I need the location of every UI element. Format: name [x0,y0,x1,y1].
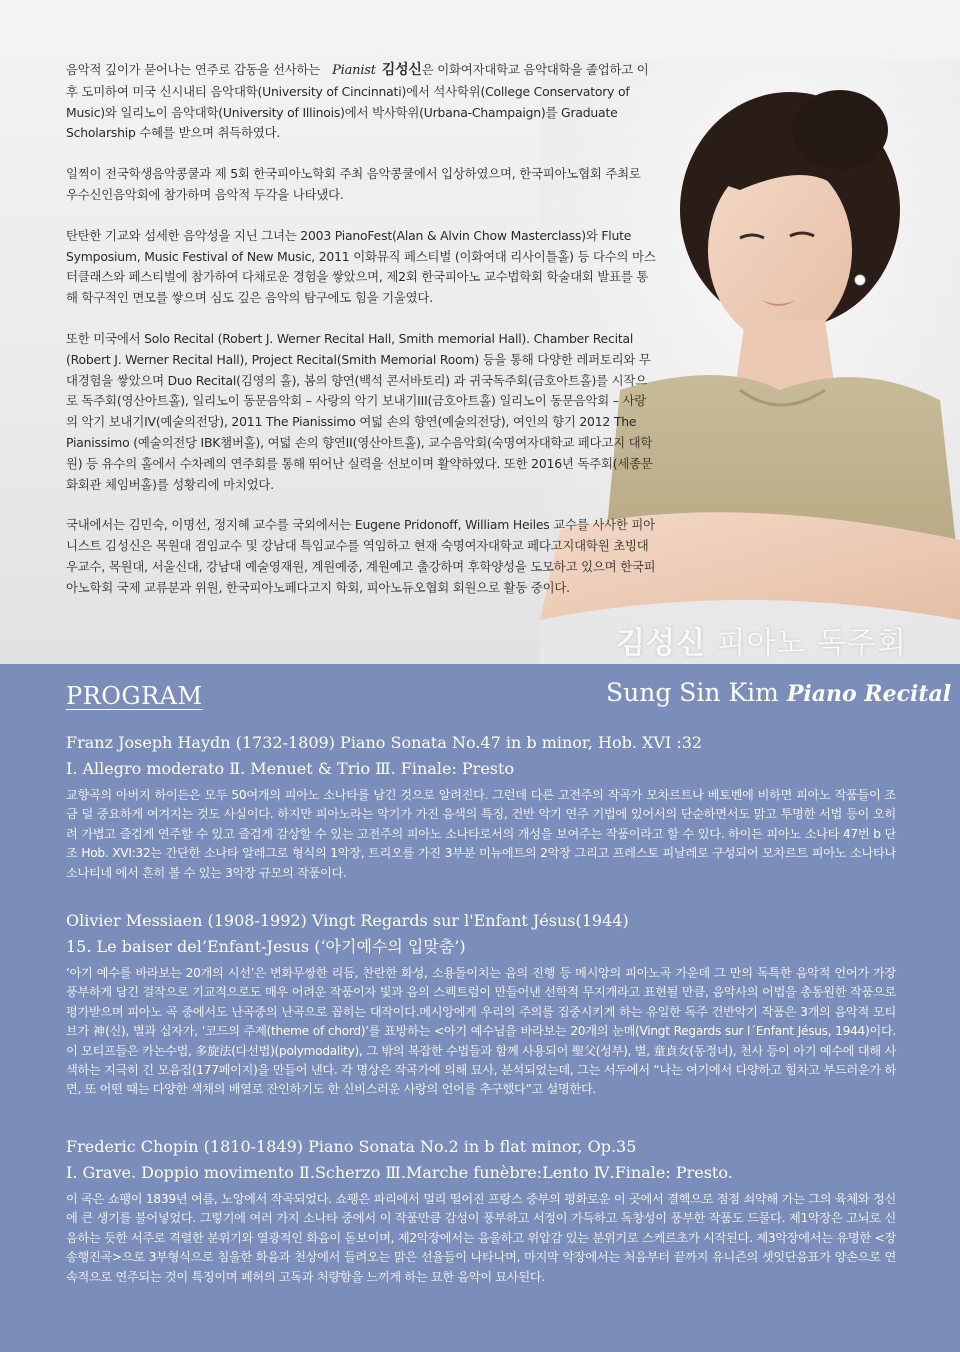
program-piece-chopin [66,1134,896,1287]
bio-paragraph-3: 탄탄한 기교와 섬세한 음악성을 지닌 그녀는 2003 PianoFest(Alan & Alvin Chow Masterclass)와 Flute Symposium, Music Festival of New Music, 2011 이화뮤직 페스티벌 (이화여대 리사이틀홀) 등 다수의 마스터클래스와 페스티벌에 참가하여 다채로운 경험을 쌓았으며, 제2회 한국피아노 교수법학회 학술대회 발표를 통해 학구적인 면모를 쌓으며 심도 깊은 음악의 탐구에도 힘을 기울였다. [66,227,656,306]
recital-title-korean [616,618,907,662]
piece-title: Olivier Messiaen (1908-1992) Vingt Regards sur l'Enfant Jésus(1944) [66,911,629,930]
program-piece-haydn [66,730,896,883]
recital-label: Piano Recital [786,681,952,707]
pianist-label: Pianist [332,63,376,78]
program-section [0,664,960,1352]
program-heading: PROGRAM [66,682,203,710]
recital-performer: Sung Sin Kim [606,678,779,707]
bio-paragraph-1 [66,60,656,144]
bio-intro-after: 은 이화여자대학교 음악대학을 졸업하고 이후 도미하여 미국 신시내티 음악대학(University of Cincinnati)에서 석사학위(College Conservatory of Music)와 일리노이 음악대학(University of Illinois)에서 박사학위(Urbana-Champaign)를 Graduate Scholarship 수혜를 받으며 취득하였다. [66,62,649,141]
piece-description: 이 곡은 쇼팽이 1839년 여름, 노앙에서 작곡되었다. 쇼팽은 파리에서 멀리 떨어진 프랑스 중부의 평화로운 이 곳에서 결핵으로 점점 쇠약해 가는 그의 육체와 정신에 큰 생기를 불어넣었다. 그렇기에 여러 가지 소나타 중에서 이 작품만큼 감성이 풍부하고 서정이 가득하고 독창성이 풍부한 작품도 드물다. 제1악장은 고뇌로 신음하는 듯한 서주로 격렬한 분위기와 열광적인 화음이 돋보이며, 제2악장에서는 음울하고 위압감 있는 분위기로 스케르초가 시작된다. 제3악장에서는 유명한 <장송행진곡>으로 3부형식으로 침울한 화음과 천상에서 들려오는 맑은 선율들이 나타나며, 마지막 악장에서는 처음부터 끝까지 유니즌의 셋잇단음표가 양손으로 연속적으로 연주되는 것이 특징이며 폐허의 고독과 처량함을 느끼게 하는 묘한 음악이 묘사된다. [66,1192,896,1284]
pianist-name: 김성신 [381,62,422,78]
piece-movements: 15. Le baiser del’Enfant-Jesus (‘아기예수의 입맞춤’) [66,937,466,956]
recital-title-name: 김성신 [616,626,706,661]
piece-description: 교향곡의 아버지 하이든은 모두 50여개의 피아노 소나타를 남긴 것으로 알려진다. 그런데 다른 고전주의 작곡가 모차르트나 베토벤에 비하면 피아노 작품들이 조금 덜 중요하게 여겨지는 것도 사실이다. 하지만 피아노라는 악기가 가진 음색의 특징, 건반 악기 연주 기법에 있어서의 단순하면서도 맑고 투명한 서법 등이 오히려 가볍고 즐겁게 연주할 수 있고 즐겁게 감상할 수 있는 고전주의 피아노 소나타로서의 개성을 보여주는 작품이라고 할 수 있다. 하이든 피아노 소나타 47번 b 단조 Hob. XVI:32는 간단한 소나타 알레그로 형식의 1악장, 트리오를 가진 3부분 미뉴에트의 2악장 그리고 프레스토 피날레로 구성되어 모차르트 피아노 소나타나 소나티네 에서 흔히 볼 수 있는 3악장 규모의 작품이다. [66,788,896,880]
piece-description: ‘아기 예수를 바라보는 20개의 시선’은 변화무쌍한 리듬, 찬란한 화성, 소용돌이치는 음의 진행 등 메시앙의 피아노곡 가운데 그 만의 독특한 음악적 언어가 가장 풍부하게 담긴 걸작으로 기교적으로도 매우 어려운 작품이자 빛과 음의 스펙트럼이 만들어낸 선학적 무지개라고 표현될 만큼, 음악사의 어법을 총동원한 작품으로 평가받으며 피아노 곡 중에서도 난곡중의 난곡으로 꼽히는 대작이다.메시앙에게 우리의 주의를 집중시키게 하는 유일한 독주 건반악기 작품은 3개의 음악적 모티브가 神(신), 별과 십자가, ‘코드의 주제(theme of chord)’를 표방하는 <아기 예수님을 바라보는 20개의 눈매(Vingt Regards sur l´Enfant Jésus, 1944)이다. 이 모티프들은 카논수법, 多旋法(다선법)(polymodality), 그 밖의 복잡한 수법들과 함께 사용되어 聖父(성부), 별, 童貞女(동정녀), 천사 등이 아기 예수에 대해 사색하는 지극히 긴 모음집(177페이지)을 만들어 낸다. 각 명상은 작곡가에 의해 묘사, 분석되었는데, 그는 서두에서 “나는 여기에서 다양하고 힘차고 부드러운가 하면, 또 어떤 때는 다양한 색채의 배열로 잔인하기도 한 신비스러운 사랑의 언어를 추구했다”고 설명한다. [66,966,896,1097]
piece-title: Franz Joseph Haydn (1732-1809) Piano Sonata No.47 in b minor, Hob. XVI :32 [66,733,703,752]
bio-paragraph-2: 일찍이 전국학생음악콩쿨과 제 5회 한국피아노학회 주최 음악콩쿨에서 입상하였으며, 한국피아노협회 주최로 우수신인음악회에 참가하며 음악적 두각을 나타냈다. [66,166,641,202]
bio-paragraph-4: 또한 미국에서 Solo Recital (Robert J. Werner Recital Hall, Smith memorial Hall). Chamber Recital (Robert J. Werner Recital Hall), Project Recital(Smith Memorial Room) 등을 통해 다양한 레퍼토리와 무대경험을 쌓았으며 Duo Recital(김영의 홀), 봄의 향연(백석 콘서바토리) 과 귀국독주회(금호아트홀)를 시작으로 독주회(영산아트홀), 일리노이 동문음악회 – 사랑의 악기 보내기III(금호아트홀) 일리노이 동문음악회 – 사랑의 악기 보내기IV(예술의전당), 2011 The Pianissimo 여덟 손의 향연(예술의전당), 여인의 향기 2012 The Pianissimo (예술의전당 IBK챔버홀), 여덟 손의 향연II(영산아트홀), 교수음악회(숙명여자대학교 페다고지 대학원) 등 유수의 홀에서 수차례의 연주회를 통해 뛰어난 실력을 선보이며 활약하였다. 또한 2016년 독주회(세종문화회관 체임버홀)를 성황리에 마치었다. [66,330,653,492]
program-piece-messiaen [66,908,896,1100]
bio-section [0,0,960,664]
piece-movements: Ⅰ. Grave. Doppio movimento Ⅱ.Scherzo Ⅲ.Marche funèbre:Lento Ⅳ.Finale: Presto. [66,1163,733,1182]
bio-text [66,60,656,619]
bio-intro-before: 음악적 깊이가 묻어나는 연주로 감동을 선사하는 [66,62,321,77]
piece-title: Frederic Chopin (1810-1849) Piano Sonata No.2 in b flat minor, Op.35 [66,1137,637,1156]
bio-paragraph-5: 국내에서는 김민숙, 이명선, 정지혜 교수를 국외에서는 Eugene Pridonoff, William Heiles 교수를 사사한 피아니스트 김성신은 목원대 겸임교수 및 강남대 특임교수를 역임하고 현재 숙명여자대학교 페다고지대학원 초빙대우교수, 목원대, 서울신대, 강남대 예술영재원, 계원예중, 계원예고 출강하며 후학양성을 도모하고 있으며 한국피아노학회 국제 교류분과 위원, 한국피아노페다고지 학회, 피아노듀오협회 회원으로 활동 중이다. [66,517,656,595]
piece-movements: Ⅰ. Allegro moderato Ⅱ. Menuet & Trio Ⅲ. Finale: Presto [66,759,515,778]
recital-title-rest: 피아노 독주회 [716,626,907,661]
recital-title-english [606,678,951,707]
